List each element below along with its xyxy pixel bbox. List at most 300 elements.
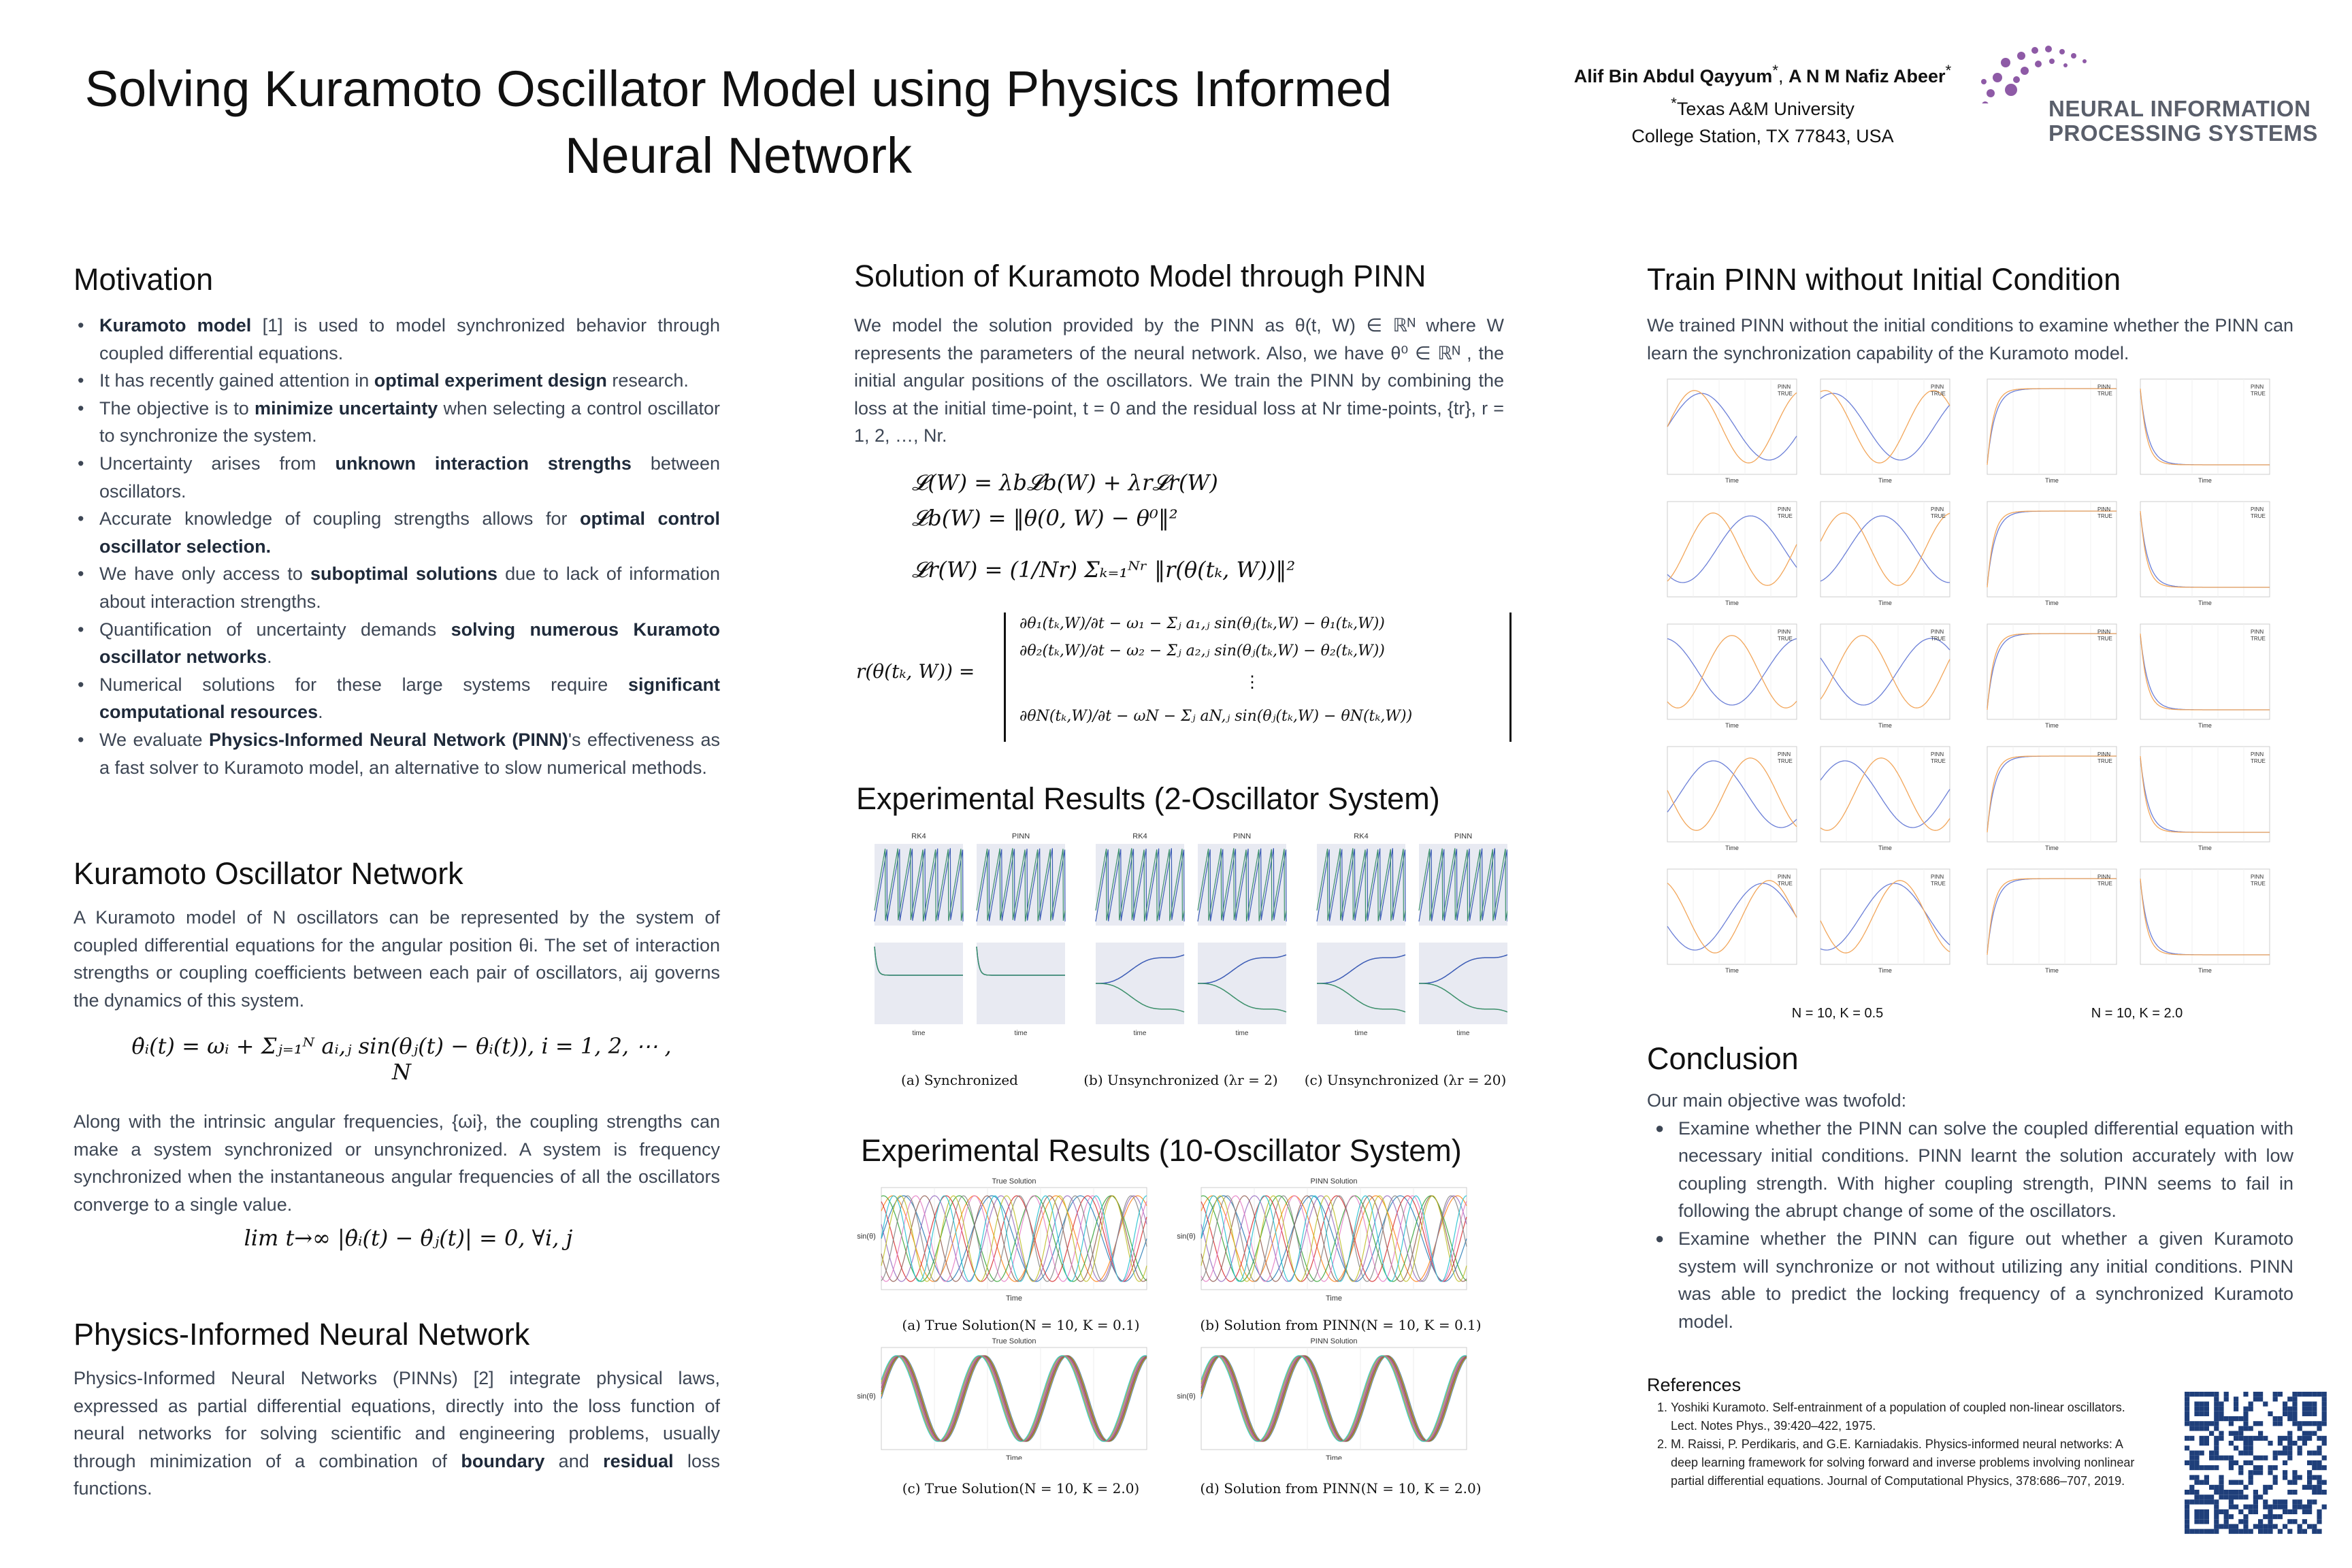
qr-module: [2322, 1401, 2327, 1406]
qr-module: [2249, 1509, 2253, 1514]
qr-module: [2219, 1509, 2223, 1514]
qr-module: [2249, 1446, 2253, 1450]
qr-module: [2234, 1407, 2238, 1411]
panel-title: PINN: [1232, 832, 1252, 840]
qr-module: [2307, 1505, 2312, 1509]
qr-module: [2249, 1505, 2253, 1509]
qr-module: [2200, 1441, 2204, 1446]
qr-module: [2189, 1490, 2194, 1494]
qr-module: [2243, 1421, 2248, 1426]
x-axis-label: Time: [2198, 845, 2212, 851]
qr-module: [2214, 1446, 2219, 1450]
qr-module: [2268, 1529, 2272, 1534]
qr-module: [2263, 1514, 2268, 1519]
legend-true: TRUE: [2097, 391, 2112, 397]
train-figure: [1647, 371, 2293, 1004]
qr-module: [2194, 1392, 2199, 1396]
plot-panel: [1317, 943, 1405, 1024]
x-axis-label: Time: [2045, 845, 2059, 851]
train-caption-right: N = 10, K = 2.0: [2091, 1006, 2183, 1021]
references-heading: References: [1647, 1375, 1742, 1395]
qr-module: [2185, 1411, 2189, 1416]
qr-module: [2209, 1456, 2214, 1460]
train-heading: Train PINN without Initial Condition: [1647, 262, 2121, 297]
qr-module: [2263, 1436, 2268, 1441]
qr-module: [2292, 1407, 2297, 1411]
qr-module: [2214, 1411, 2219, 1416]
qr-module: [2243, 1407, 2248, 1411]
plot-panel: [1198, 943, 1286, 1024]
qr-module: [2189, 1392, 2194, 1396]
qr-module: [2307, 1407, 2312, 1411]
qr-module: [2194, 1490, 2199, 1494]
qr-module: [2209, 1465, 2214, 1470]
qr-module: [2204, 1436, 2209, 1441]
qr-module: [2273, 1456, 2278, 1460]
qr-module: [2253, 1509, 2258, 1514]
x-axis-label: Time: [1878, 722, 1892, 729]
qr-module: [2189, 1421, 2194, 1426]
qr-module: [2243, 1485, 2248, 1490]
legend-true: TRUE: [2251, 636, 2266, 642]
axis-label: time: [1014, 1030, 1028, 1037]
qr-module: [2317, 1460, 2321, 1465]
solution-heading: Solution of Kuramoto Model through PINN: [854, 259, 1426, 293]
qr-module: [2298, 1505, 2302, 1509]
legend-pinn: PINN: [1778, 506, 1791, 512]
qr-module: [2209, 1499, 2214, 1504]
qr-module: [2219, 1416, 2223, 1421]
qr-module: [2307, 1485, 2312, 1490]
qr-module: [2214, 1421, 2219, 1426]
qr-module: [2219, 1494, 2223, 1499]
qr-module: [2253, 1456, 2258, 1460]
qr-module: [2200, 1465, 2204, 1470]
x-axis-label: Time: [2198, 967, 2212, 974]
qr-module: [2292, 1392, 2297, 1396]
qr-module: [2194, 1456, 2199, 1460]
affiliation-1: Texas A&M University: [1676, 99, 1855, 119]
qr-module: [2253, 1499, 2258, 1504]
residual-loss-equation: 𝓛r(W) = (1/Nr) Σₖ₌₁ᴺʳ ‖r(θ(tₖ, W))‖²: [912, 557, 1296, 583]
exp10-caption-b: (b) Solution from PINN(N = 10, K = 0.1): [1200, 1317, 1482, 1333]
qr-module: [2249, 1475, 2253, 1480]
poster-title: Solving Kuramoto Oscillator Model using Physics Informed Neural Network: [84, 61, 1392, 184]
legend-pinn: PINN: [2251, 384, 2264, 390]
qr-module: [2273, 1396, 2278, 1401]
qr-module: [2312, 1524, 2317, 1529]
qr-module: [2258, 1519, 2263, 1524]
qr-module: [2258, 1470, 2263, 1475]
qr-module: [2194, 1421, 2199, 1426]
qr-module: [2238, 1519, 2243, 1524]
qr-module: [2234, 1431, 2238, 1436]
qr-module: [2312, 1392, 2317, 1396]
x-axis-label: Time: [1325, 1454, 1343, 1460]
motivation-item: • We evaluate Physics-Informed Neural Network (PINN)'s effectiveness as a fast solver to Kuramoto model, an alternative to slow numerical methods.: [74, 726, 720, 781]
legend-pinn: PINN: [2251, 506, 2264, 512]
qr-module: [2224, 1519, 2229, 1524]
panel-title: True Solution: [992, 1337, 1036, 1345]
qr-module: [2238, 1426, 2243, 1431]
qr-module: [2234, 1396, 2238, 1401]
qr-module: [2224, 1456, 2229, 1460]
qr-module: [2249, 1450, 2253, 1455]
qr-module: [2268, 1411, 2272, 1416]
legend-pinn: PINN: [2097, 629, 2111, 635]
qr-module: [2263, 1499, 2268, 1504]
qr-module: [2298, 1524, 2302, 1529]
qr-module: [2194, 1509, 2199, 1514]
qr-module: [2185, 1514, 2189, 1519]
qr-module: [2283, 1475, 2287, 1480]
qr-module: [2194, 1401, 2199, 1406]
qr-module: [2278, 1450, 2283, 1455]
qr-module: [2214, 1450, 2219, 1455]
qr-module: [2287, 1480, 2292, 1485]
qr-module: [2317, 1480, 2321, 1485]
qr-module: [2204, 1475, 2209, 1480]
qr-module: [2283, 1470, 2287, 1475]
legend-true: TRUE: [1931, 881, 1946, 887]
qr-module: [2268, 1485, 2272, 1490]
legend-pinn: PINN: [2097, 506, 2111, 512]
legend-true: TRUE: [1931, 513, 1946, 519]
panel-title: PINN: [1011, 832, 1030, 840]
qr-module: [2322, 1436, 2327, 1441]
qr-module: [2322, 1456, 2327, 1460]
qr-module: [2214, 1519, 2219, 1524]
qr-module: [2268, 1505, 2272, 1509]
qr-module: [2204, 1509, 2209, 1514]
qr-module: [2219, 1480, 2223, 1485]
legend-true: TRUE: [2251, 513, 2266, 519]
qr-module: [2209, 1392, 2214, 1396]
qr-module: [2312, 1490, 2317, 1494]
qr-module: [2219, 1475, 2223, 1480]
qr-module: [2307, 1499, 2312, 1504]
qr-module: [2214, 1401, 2219, 1406]
motivation-item: • It has recently gained attention in optimal experiment design research.: [74, 367, 720, 395]
qr-module: [2298, 1446, 2302, 1450]
qr-module: [2189, 1456, 2194, 1460]
qr-code[interactable]: [2185, 1392, 2328, 1540]
x-axis-label: Time: [2045, 722, 2059, 729]
qr-module: [2273, 1475, 2278, 1480]
qr-module: [2204, 1441, 2209, 1446]
panel-title: PINN: [1454, 832, 1473, 840]
qr-module: [2194, 1460, 2199, 1465]
motivation-item: • Numerical solutions for these large systems require significant computational resources.: [74, 671, 720, 726]
qr-module: [2234, 1490, 2238, 1494]
qr-module: [2258, 1465, 2263, 1470]
loss-equation: 𝓛(W) = λb𝓛b(W) + λr𝓛r(W): [912, 470, 1218, 495]
qr-module: [2200, 1392, 2204, 1396]
qr-module: [2249, 1529, 2253, 1534]
qr-module: [2249, 1470, 2253, 1475]
qr-module: [2268, 1441, 2272, 1446]
qr-module: [2185, 1392, 2189, 1396]
axis-label: time: [1456, 1030, 1470, 1037]
qr-module: [2287, 1490, 2292, 1494]
qr-module: [2298, 1499, 2302, 1504]
qr-module: [2194, 1529, 2199, 1534]
qr-module: [2185, 1509, 2189, 1514]
qr-module: [2249, 1480, 2253, 1485]
qr-module: [2185, 1436, 2189, 1441]
qr-module: [2312, 1450, 2317, 1455]
qr-module: [2287, 1396, 2292, 1401]
neurips-logo: NEURAL INFORMATION PROCESSING SYSTEMS: [1970, 42, 2324, 158]
y-axis-label: sin(θ): [1177, 1392, 1196, 1401]
qr-module: [2219, 1524, 2223, 1529]
qr-module: [2194, 1450, 2199, 1455]
qr-module: [2268, 1519, 2272, 1524]
qr-module: [2307, 1411, 2312, 1416]
qr-module: [2189, 1465, 2194, 1470]
qr-module: [2322, 1421, 2327, 1426]
legend-pinn: PINN: [1931, 384, 1944, 390]
qr-module: [2200, 1436, 2204, 1441]
qr-module: [2243, 1460, 2248, 1465]
x-axis-label: Time: [1878, 845, 1892, 851]
motivation-list: [74, 312, 720, 781]
qr-module: [2234, 1436, 2238, 1441]
qr-module: [2258, 1524, 2263, 1529]
qr-module: [2258, 1392, 2263, 1396]
qr-module: [2268, 1465, 2272, 1470]
qr-module: [2224, 1509, 2229, 1514]
kuramoto-equation: θ̇ᵢ(t) = ωᵢ + Σⱼ₌₁ᴺ aᵢ,ⱼ sin(θⱼ(t) − θᵢ(t)), i = 1, 2, ⋯ , N: [131, 1033, 672, 1085]
qr-module: [2185, 1416, 2189, 1421]
qr-module: [2229, 1480, 2234, 1485]
legend-pinn: PINN: [1778, 629, 1791, 635]
qr-module: [2268, 1524, 2272, 1529]
qr-module: [2298, 1529, 2302, 1534]
motivation-item: • The objective is to minimize uncertainty when selecting a control oscillator to synchronize the system.: [74, 395, 720, 450]
qr-module: [2214, 1465, 2219, 1470]
qr-module: [2209, 1529, 2214, 1534]
qr-module: [2307, 1524, 2312, 1529]
legend-pinn: PINN: [2251, 751, 2264, 757]
qr-module: [2194, 1514, 2199, 1519]
qr-module: [2243, 1505, 2248, 1509]
x-axis-label: Time: [2045, 477, 2059, 484]
qr-module: [2229, 1441, 2234, 1446]
qr-module: [2189, 1460, 2194, 1465]
qr-module: [2189, 1529, 2194, 1534]
y-axis-label: sin(θ): [857, 1392, 876, 1401]
qr-module: [2185, 1529, 2189, 1534]
qr-module: [2185, 1519, 2189, 1524]
qr-module: [2249, 1407, 2253, 1411]
qr-module: [2249, 1460, 2253, 1465]
qr-module: [2214, 1456, 2219, 1460]
qr-module: [2317, 1446, 2321, 1450]
qr-module: [2253, 1465, 2258, 1470]
qr-module: [2307, 1470, 2312, 1475]
qr-module: [2234, 1460, 2238, 1465]
qr-module: [2268, 1514, 2272, 1519]
qr-module: [2302, 1436, 2307, 1441]
qr-module: [2200, 1421, 2204, 1426]
qr-module: [2302, 1485, 2307, 1490]
qr-module: [2307, 1421, 2312, 1426]
qr-module: [2312, 1485, 2317, 1490]
qr-module: [2243, 1416, 2248, 1421]
qr-module: [2214, 1416, 2219, 1421]
qr-module: [2283, 1524, 2287, 1529]
y-axis-label: sin(θ): [857, 1232, 876, 1241]
qr-module: [2229, 1490, 2234, 1494]
qr-module: [2292, 1475, 2297, 1480]
qr-module: [2238, 1490, 2243, 1494]
conclusion-item: ● Examine whether the PINN can figure out whether a given Kuramoto system will synchronize or not without utilizing any initial conditions. PINN was able to predict the locking frequency of a synchronized Kuramoto model.: [1652, 1225, 2293, 1335]
qr-module: [2238, 1465, 2243, 1470]
qr-module: [2234, 1529, 2238, 1534]
qr-module: [2302, 1411, 2307, 1416]
qr-module: [2302, 1509, 2307, 1514]
qr-module: [2219, 1436, 2223, 1441]
plot-panel: [1419, 943, 1507, 1024]
qr-module: [2258, 1396, 2263, 1401]
qr-module: [2200, 1401, 2204, 1406]
qr-module: [2258, 1456, 2263, 1460]
qr-module: [2253, 1490, 2258, 1494]
qr-module: [2224, 1490, 2229, 1494]
legend-true: TRUE: [2097, 758, 2112, 764]
qr-module: [2200, 1519, 2204, 1524]
qr-module: [2273, 1524, 2278, 1529]
qr-module: [2219, 1490, 2223, 1494]
qr-module: [2243, 1519, 2248, 1524]
qr-module: [2283, 1401, 2287, 1406]
qr-module: [2317, 1450, 2321, 1455]
qr-module: [2263, 1529, 2268, 1534]
sync-equation: lim t→∞ |θ̇ᵢ(t) − θ̇ⱼ(t)| = 0, ∀i, j: [244, 1225, 573, 1251]
train-para: We trained PINN without the initial conditions to examine whether the PINN can learn the synchronization capability of the Kuramoto model.: [1647, 315, 2293, 363]
qr-module: [2273, 1480, 2278, 1485]
qr-module: [2258, 1529, 2263, 1534]
plot-panel: [1096, 943, 1184, 1024]
y-axis-label: sin(θ): [1177, 1232, 1196, 1241]
legend-true: TRUE: [1778, 881, 1793, 887]
x-axis-label: Time: [2045, 967, 2059, 974]
qr-module: [2292, 1505, 2297, 1509]
qr-module: [2229, 1460, 2234, 1465]
motivation-item: • Kuramoto model [1] is used to model synchronized behavior through coupled differential equations.: [74, 312, 720, 367]
qr-module: [2185, 1421, 2189, 1426]
qr-module: [2189, 1475, 2194, 1480]
exp10-caption-c: (c) True Solution(N = 10, K = 2.0): [902, 1480, 1140, 1497]
x-axis-label: Time: [2198, 722, 2212, 729]
qr-module: [2283, 1505, 2287, 1509]
qr-module: [2224, 1524, 2229, 1529]
qr-module: [2322, 1480, 2327, 1485]
qr-module: [2317, 1465, 2321, 1470]
qr-module: [2209, 1485, 2214, 1490]
author-1: Alif Bin Abdul Qayyum: [1573, 66, 1773, 86]
qr-module: [2268, 1509, 2272, 1514]
qr-module: [2268, 1470, 2272, 1475]
qr-module: [2283, 1436, 2287, 1441]
exp10-caption-d: (d) Solution from PINN(N = 10, K = 2.0): [1200, 1480, 1482, 1497]
pinn-para: Physics-Informed Neural Networks (PINNs) [2] integrate physical laws, expressed as partial differential equations, directly into the loss function of neural networks for solving scientific and engineering problems, usually through minimization of a combination of boundary and residual loss functions.: [74, 1368, 720, 1499]
qr-module: [2204, 1494, 2209, 1499]
qr-module: [2263, 1456, 2268, 1460]
qr-module: [2312, 1529, 2317, 1534]
panel-title: RK4: [1354, 832, 1369, 840]
qr-module: [2317, 1392, 2321, 1396]
solution-para: We model the solution provided by the PINN as θ(t, W) ∈ ℝᴺ where W represents the parameters of the neural network. Also, we have θ⁰ ∈ ℝᴺ , the initial angular positions of the oscillators. We train the PINN by combining the loss at the initial time-point, t = 0 and the residual loss at Nr time-points, {tr}, r = 1, 2, …, Nr.: [854, 315, 1504, 446]
x-axis-label: Time: [1725, 600, 1739, 606]
qr-module: [2209, 1494, 2214, 1499]
qr-module: [2200, 1426, 2204, 1431]
qr-module: [2317, 1509, 2321, 1514]
qr-module: [2214, 1436, 2219, 1441]
qr-module: [2229, 1456, 2234, 1460]
qr-module: [2273, 1505, 2278, 1509]
qr-module: [2292, 1490, 2297, 1494]
qr-module: [2322, 1490, 2327, 1494]
qr-module: [2312, 1411, 2317, 1416]
motivation-item: • Uncertainty arises from unknown interaction strengths between oscillators.: [74, 450, 720, 505]
qr-module: [2317, 1519, 2321, 1524]
qr-module: [2243, 1426, 2248, 1431]
qr-module: [2200, 1450, 2204, 1455]
qr-module: [2298, 1421, 2302, 1426]
qr-module: [2322, 1411, 2327, 1416]
qr-module: [2258, 1431, 2263, 1436]
qr-module: [2317, 1490, 2321, 1494]
qr-module: [2194, 1411, 2199, 1416]
qr-module: [2263, 1505, 2268, 1509]
pinn-heading: Physics-Informed Neural Network: [74, 1317, 530, 1352]
legend-pinn: PINN: [1931, 506, 1944, 512]
x-axis-label: Time: [1005, 1294, 1023, 1303]
qr-module: [2292, 1396, 2297, 1401]
qr-module: [2219, 1407, 2223, 1411]
qr-module: [2287, 1411, 2292, 1416]
qr-module: [2253, 1470, 2258, 1475]
qr-module: [2194, 1407, 2199, 1411]
qr-module: [2204, 1465, 2209, 1470]
qr-module: [2273, 1465, 2278, 1470]
qr-module: [2229, 1421, 2234, 1426]
qr-module: [2185, 1396, 2189, 1401]
qr-module: [2224, 1392, 2229, 1396]
qr-module: [2214, 1396, 2219, 1401]
references-list: [1644, 1399, 2140, 1490]
qr-module: [2185, 1505, 2189, 1509]
qr-module: [2234, 1416, 2238, 1421]
qr-module: [2302, 1505, 2307, 1509]
qr-module: [2292, 1519, 2297, 1524]
legend-true: TRUE: [1778, 513, 1793, 519]
qr-module: [2229, 1431, 2234, 1436]
exp2-caption-b: (b) Unsynchronized (λr = 2): [1083, 1072, 1278, 1088]
reference-1: 1. Yoshiki Kuramoto. Self-entrainment of a population of coupled non-linear oscillators. Lect. Notes Phys., 39:420–422, 1975.: [1671, 1399, 2140, 1435]
qr-module: [2194, 1480, 2199, 1485]
legend-true: TRUE: [1778, 758, 1793, 764]
x-axis-label: Time: [1325, 1294, 1343, 1303]
qr-module: [2273, 1421, 2278, 1426]
author-2: A N M Nafiz Abeer: [1788, 66, 1946, 86]
qr-module: [2185, 1460, 2189, 1465]
qr-module: [2214, 1490, 2219, 1494]
x-axis-label: Time: [1878, 600, 1892, 606]
qr-module: [2287, 1450, 2292, 1455]
